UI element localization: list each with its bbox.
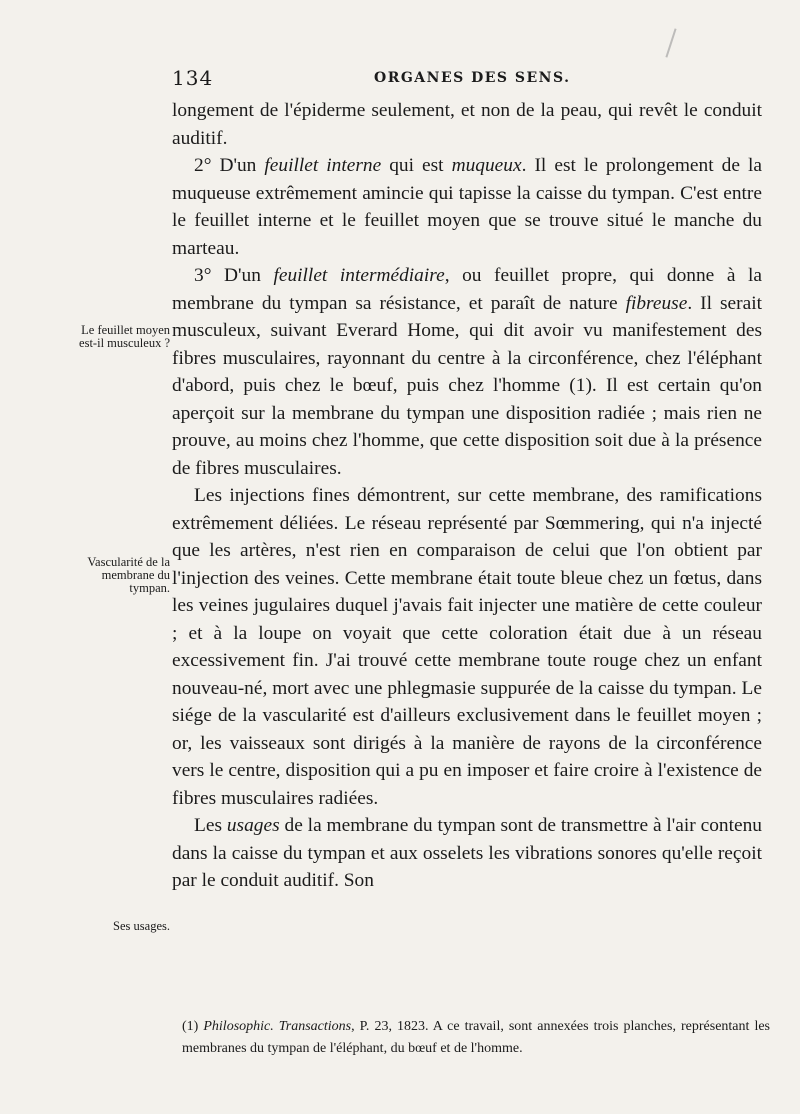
text-run: , ou feuillet propre, qui donne à la membrane du tympan sa résistance, et paraît de nature	[172, 265, 762, 314]
main-text	[172, 97, 762, 895]
margin-note-vascularite: Vascularité de la membrane du tympan.	[87, 555, 170, 595]
text-run: Les injections fines démontrent, sur cette membrane, des ramifications extrêmement déliées. Le réseau représenté par Sœmmering, qui n'a injecté que les artères, n'est rien en comparaison de celui que l'on obtient par l'injection des veines. Cette membrane était toute bleue chez un fœtus, dans les veines jugulaires duquel j'avais fait injecter une matière de cette couleur ; et à la loupe on voyait que cette coloration était due à un réseau excessivement fin. J'ai trouvé cette membrane toute rouge chez un enfant nouveau-né, mort avec une phlegmasie suppurée de la caisse du tympan. Le siége de la vascularité est d'ailleurs exclusivement dans le feuillet moyen ; or, les vaisseaux sont dirigés à la manière de rayons de la circonférence vers le centre, disposition qui a pu en imposer et faire croire à l'existence de fibres musculaires radiées.	[172, 485, 762, 809]
text-run: 2° D'un	[194, 155, 265, 176]
italic-term: usages	[226, 815, 280, 836]
margin-note-usages: Ses usages.	[113, 919, 170, 933]
pencil-mark	[665, 28, 676, 57]
footnote-text: , P. 23, 1823. A ce travail, sont annexées trois planches, représentant les membranes du tympan de l'éléphant, du bœuf et de l'homme.	[182, 1019, 770, 1056]
text-run: 3° D'un	[194, 265, 274, 286]
margin-note-feuillet-moyen: Le feuillet moyen est-il musculeux ?	[79, 323, 170, 350]
text-run: qui est	[381, 155, 452, 176]
italic-term: fibreuse	[625, 292, 688, 314]
italic-term: feuillet interne	[264, 155, 382, 176]
text-run: de la membrane du tympan sont de transmettre à l'air contenu dans la caisse du tympan et aux osselets les vibrations sonores qu'elle reçoit par le conduit auditif. Son	[172, 815, 762, 891]
text-run: longement de l'épiderme seulement, et non de la peau, qui revêt le conduit auditif.	[172, 100, 762, 149]
footnote-source: Philosophic. Transactions	[203, 1019, 352, 1034]
running-title: ORGANES DES SENS.	[374, 70, 571, 86]
paragraph-p2	[172, 262, 762, 482]
footnote-marker: (1)	[182, 1019, 204, 1034]
page-header	[172, 66, 782, 94]
paragraph-p1	[172, 152, 762, 262]
italic-term: feuillet intermédiaire	[273, 265, 445, 286]
page-number: 134	[172, 66, 214, 90]
italic-term: muqueux	[451, 155, 522, 176]
text-run: . Il serait musculeux, suivant Everard Home, qui dit avoir vu manifestement des fibres musculaires, rayonnant du centre à la circonférence, chez l'éléphant d'abord, puis chez le bœuf, puis chez l'homme (1). Il est certain qu'on aperçoit sur la membrane du tympan une disposition radiée ; mais rien ne prouve, au moins chez l'homme, que cette disposition soit due à la présence de fibres musculaires.	[172, 292, 762, 479]
text-run: Les	[194, 815, 227, 836]
footnote	[182, 1016, 770, 1060]
paragraph-p3	[172, 482, 762, 812]
text-run: . Il est le prolongement de la muqueuse extrêmement amincie qui tapisse la caisse du tympan. C'est entre le feuillet interne et le feuillet moyen que se trouve situé le manche du marteau.	[172, 155, 762, 259]
paragraph-p0	[172, 97, 762, 152]
paragraph-p4	[172, 812, 762, 895]
